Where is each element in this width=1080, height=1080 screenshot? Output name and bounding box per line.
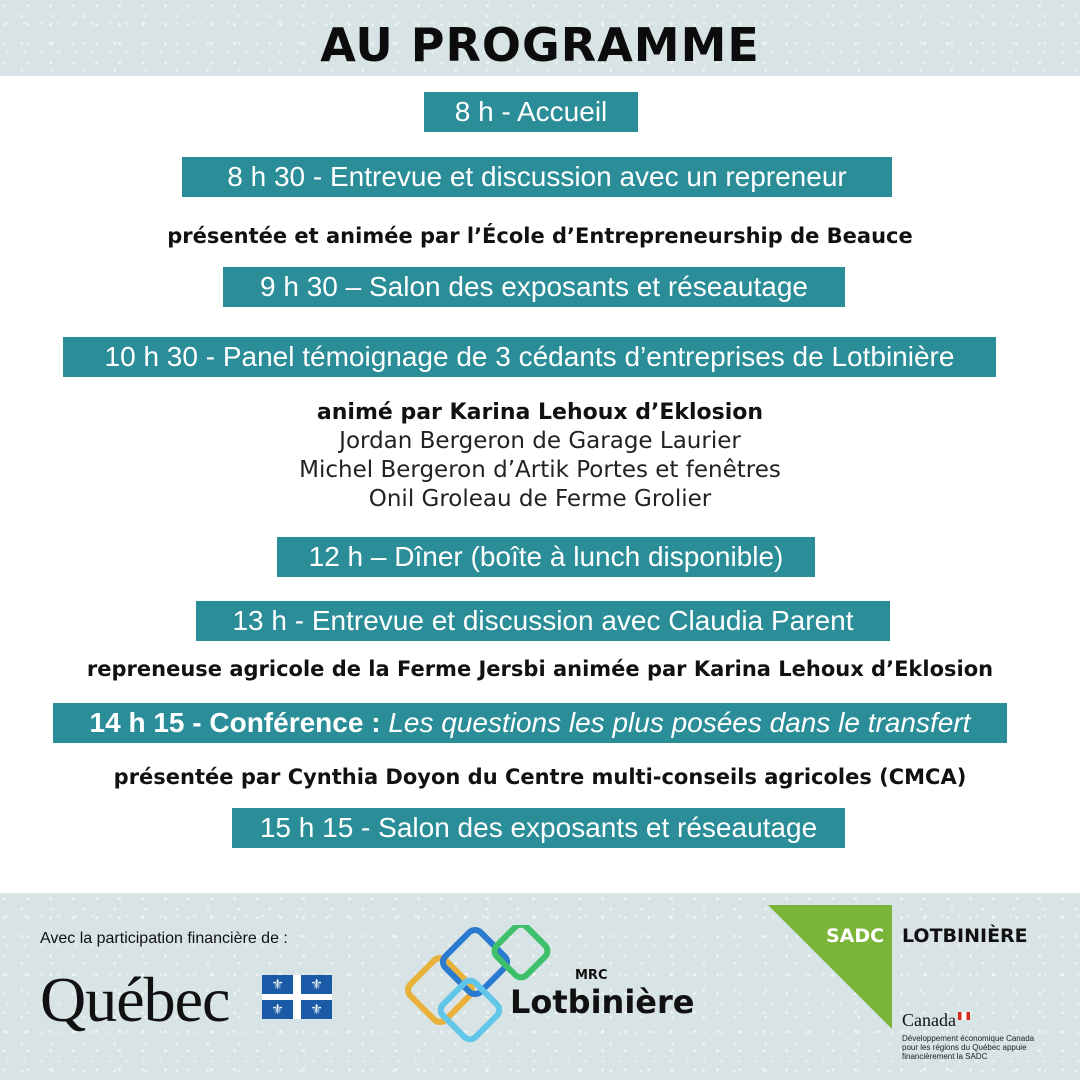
- schedule-label: 8 h 30 - Entrevue et discussion avec un repreneur: [227, 161, 847, 192]
- fleur-de-lis-icon: ⚜: [262, 975, 293, 994]
- fleur-de-lis-icon: ⚜: [301, 1000, 332, 1019]
- fleur-de-lis-icon: ⚜: [262, 1000, 293, 1019]
- schedule-label: 14 h 15 - Conférence :: [89, 707, 389, 738]
- funding-text: Avec la participation financière de :: [40, 930, 288, 947]
- conference-title: Les questions les plus posées dans le transfert: [388, 707, 971, 738]
- schedule-item-accueil: [424, 92, 638, 132]
- ded-text: Développement économique Canada pour les régions du Québec appuie financièrement la SADC: [902, 1034, 1035, 1061]
- schedule-label: 12 h – Dîner (boîte à lunch disponible): [308, 541, 784, 572]
- schedule-label: 13 h - Entrevue et discussion avec Claudia Parent: [232, 605, 854, 636]
- panelist: Onil Groleau de Ferme Grolier: [368, 486, 712, 512]
- schedule-item-diner: [277, 537, 815, 577]
- mrc-name: Lotbinière: [510, 983, 695, 1021]
- schedule-label: 9 h 30 – Salon des exposants et réseautage: [260, 271, 808, 302]
- sadc-lotbiniere-label: LOTBINIÈRE: [902, 925, 1028, 947]
- schedule-item-conference: [53, 703, 1007, 743]
- schedule-label: 15 h 15 - Salon des exposants et réseautage: [259, 812, 818, 843]
- quebec-logo: Québec: [40, 964, 230, 1035]
- page-title: AU PROGRAMME: [320, 18, 760, 72]
- panelist: Jordan Bergeron de Garage Laurier: [339, 428, 741, 454]
- schedule-item-salon-2: [232, 808, 845, 848]
- schedule-item-salon-1: [223, 267, 845, 307]
- schedule-detail: présentée et animée par l’École d’Entrepreneurship de Beauce: [167, 224, 913, 248]
- schedule-detail: repreneuse agricole de la Ferme Jersbi animée par Karina Lehoux d’Eklosion: [86, 657, 994, 681]
- panel-host: animé par Karina Lehoux d’Eklosion: [316, 400, 764, 425]
- schedule-item-entrevue-repreneur: [182, 157, 892, 197]
- schedule-label: 8 h - Accueil: [454, 96, 608, 127]
- mrc-label: MRC: [575, 968, 608, 983]
- sadc-logo-icon: [768, 905, 892, 1029]
- schedule-item-entrevue-claudia: [196, 601, 890, 641]
- schedule-label: 10 h 30 - Panel témoignage de 3 cédants d’entreprises de Lotbinière: [104, 341, 955, 372]
- quebec-flag-icon: [262, 975, 332, 1019]
- panelist: Michel Bergeron d’Artik Portes et fenêtres: [299, 457, 781, 483]
- fleur-de-lis-icon: ⚜: [301, 975, 332, 994]
- sadc-label: SADC: [826, 925, 885, 947]
- schedule-detail: présentée par Cynthia Doyon du Centre multi-conseils agricoles (CMCA): [113, 765, 967, 789]
- canada-flag-icon: [958, 1012, 970, 1020]
- schedule-item-panel: [63, 337, 996, 377]
- canada-wordmark: Canada: [902, 1010, 956, 1030]
